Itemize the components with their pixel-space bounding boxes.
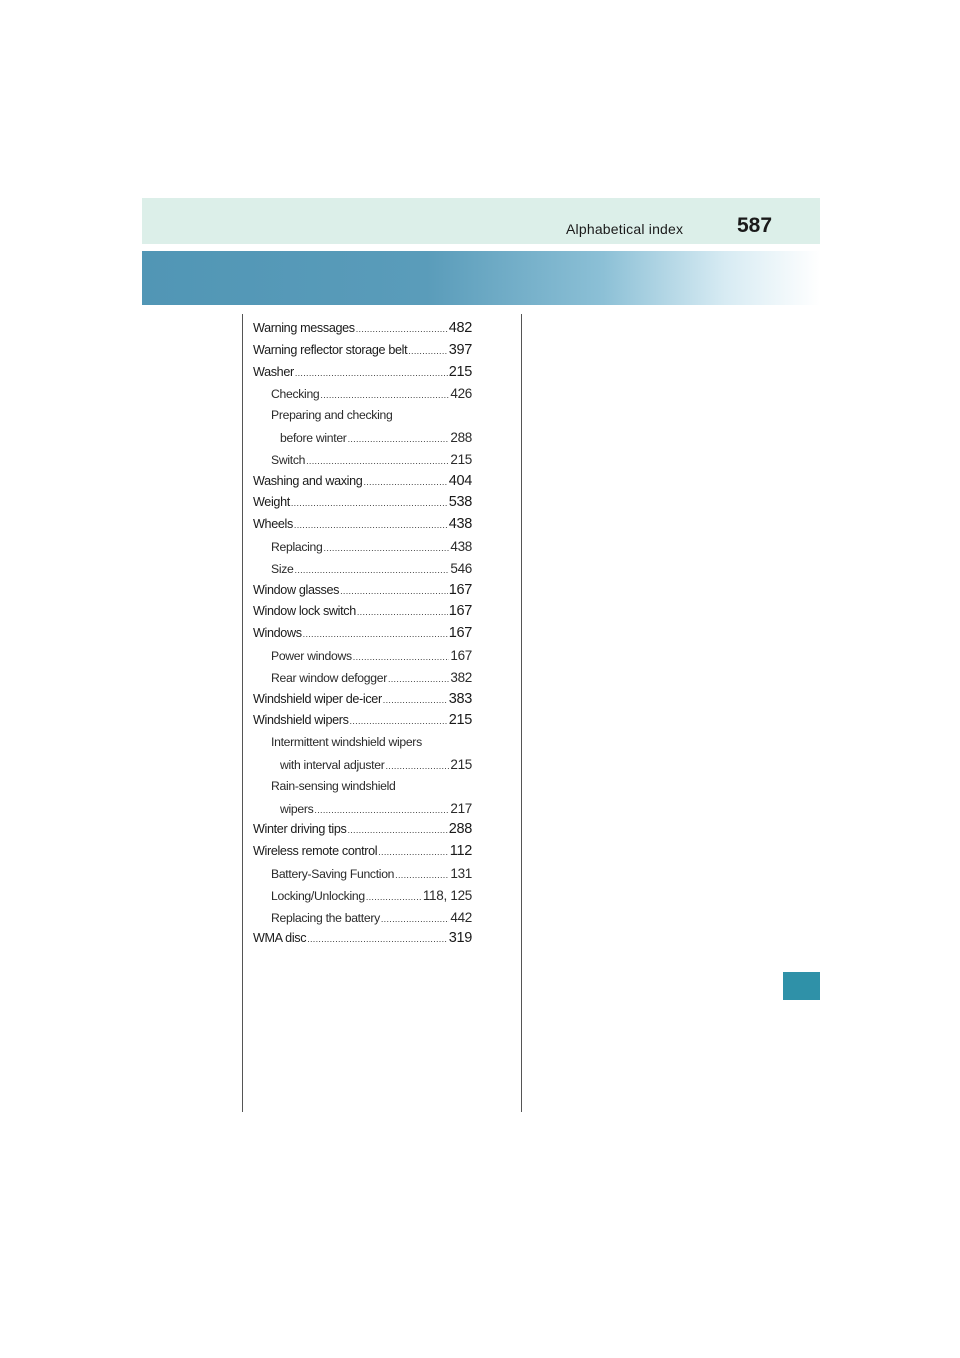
dot-leader: [353, 647, 450, 669]
index-entry[interactable]: [253, 928, 472, 950]
index-entry[interactable]: [253, 710, 472, 732]
index-subentry[interactable]: [253, 383, 472, 405]
entry-label: Locking/Unlocking: [271, 888, 365, 903]
chapter-banner: [142, 251, 820, 305]
entry-label: Washing and waxing: [253, 473, 363, 488]
entry-label: Rear window defogger: [271, 670, 387, 685]
left-column-rule: [242, 314, 243, 1112]
index-subentry[interactable]: [253, 536, 472, 558]
page-reference[interactable]: 397: [448, 341, 472, 358]
index-list: [253, 318, 472, 950]
dot-leader: [348, 429, 450, 451]
page-reference[interactable]: 288: [448, 821, 472, 838]
dot-leader: [294, 515, 448, 537]
page-reference[interactable]: 118, 125: [422, 887, 472, 903]
entry-label: Rain-sensing windshield: [271, 778, 396, 793]
entry-label: Preparing and checking: [271, 408, 393, 423]
dot-leader: [307, 929, 448, 951]
index-subentry[interactable]: [253, 449, 472, 471]
chapter-side-tab: [783, 972, 820, 1000]
entry-label: before winter: [280, 430, 347, 445]
right-column-rule: [521, 314, 522, 1112]
entry-label: Checking: [271, 387, 320, 402]
page-reference[interactable]: 217: [450, 800, 472, 816]
dot-leader: [366, 887, 422, 909]
dot-leader: [350, 711, 448, 733]
page-reference[interactable]: 438: [450, 538, 472, 554]
dot-leader: [381, 909, 450, 931]
index-entry[interactable]: [253, 318, 472, 340]
page-reference[interactable]: 215: [450, 756, 472, 772]
dot-leader: [386, 756, 450, 778]
entry-label: with interval adjuster: [280, 757, 385, 772]
entry-label: wipers: [280, 801, 314, 816]
index-subentry[interactable]: [253, 732, 472, 754]
page-reference[interactable]: 215: [448, 363, 472, 380]
index-subentry[interactable]: [253, 558, 472, 580]
page-reference[interactable]: 546: [450, 560, 472, 576]
entry-label: Washer: [253, 364, 294, 379]
page-reference[interactable]: 383: [448, 690, 472, 707]
page-reference[interactable]: 167: [448, 603, 472, 620]
dot-leader: [408, 341, 447, 363]
index-entry[interactable]: [253, 580, 472, 602]
index-subentry[interactable]: [253, 754, 472, 776]
dot-leader: [363, 472, 447, 494]
entry-label: Window lock switch: [253, 604, 356, 619]
index-subentry[interactable]: [253, 645, 472, 667]
entry-label: Windshield wipers: [253, 713, 349, 728]
index-subentry[interactable]: [253, 427, 472, 449]
page-reference[interactable]: 319: [448, 930, 472, 947]
page-reference[interactable]: 404: [448, 472, 472, 489]
page-reference[interactable]: 167: [450, 647, 472, 663]
page-reference[interactable]: 131: [450, 865, 472, 881]
index-subentry[interactable]: [253, 863, 472, 885]
dot-leader: [388, 669, 449, 691]
dot-leader: [340, 581, 448, 603]
entry-label: Warning reflector storage belt: [253, 342, 408, 357]
dot-leader: [357, 602, 448, 624]
dot-leader: [378, 842, 449, 864]
entry-label: Replacing: [271, 539, 323, 554]
entry-label: Windows: [253, 626, 302, 641]
dot-leader: [324, 538, 450, 560]
index-entry[interactable]: [253, 841, 472, 863]
index-subentry[interactable]: [253, 907, 472, 929]
index-entry[interactable]: [253, 819, 472, 841]
page-reference[interactable]: 215: [450, 451, 472, 467]
entry-label: Wireless remote control: [253, 844, 378, 859]
entry-label: Winter driving tips: [253, 822, 347, 837]
page-number: 587: [737, 214, 773, 237]
entry-label: Size: [271, 561, 294, 576]
page-reference[interactable]: 482: [448, 320, 472, 336]
index-entry[interactable]: [253, 362, 472, 384]
dot-leader: [303, 624, 448, 646]
page-reference[interactable]: 442: [450, 909, 472, 925]
index-subentry[interactable]: [253, 405, 472, 427]
entry-label: Wheels: [253, 517, 293, 532]
index-subentry[interactable]: [253, 776, 472, 798]
section-title: Alphabetical index: [566, 221, 684, 237]
entry-label: Weight: [253, 495, 290, 510]
page-reference[interactable]: 288: [450, 429, 472, 445]
page-reference[interactable]: 167: [448, 581, 472, 598]
entry-label: Battery-Saving Function: [271, 866, 395, 881]
entry-label: Warning messages: [253, 321, 355, 335]
dot-leader: [295, 363, 448, 385]
index-entry[interactable]: [253, 514, 472, 536]
entry-label: Switch: [271, 452, 306, 467]
page-reference[interactable]: 382: [450, 669, 472, 685]
dot-leader: [356, 319, 448, 341]
index-subentry[interactable]: [253, 798, 472, 820]
dot-leader: [383, 690, 448, 712]
index-entry[interactable]: [253, 601, 472, 623]
index-subentry[interactable]: [253, 885, 472, 907]
dot-leader: [306, 451, 449, 473]
dot-leader: [347, 820, 447, 842]
page-reference[interactable]: 538: [448, 494, 472, 511]
dot-leader: [395, 865, 449, 887]
index-subentry[interactable]: [253, 667, 472, 689]
dot-leader: [320, 385, 449, 407]
entry-label: Intermittent windshield wipers: [271, 735, 422, 750]
index-entry[interactable]: [253, 471, 472, 493]
page-reference[interactable]: 438: [448, 516, 472, 533]
dot-leader: [291, 493, 448, 515]
page-reference[interactable]: 112: [449, 843, 472, 860]
page-reference[interactable]: 215: [448, 712, 472, 729]
index-entry[interactable]: [253, 623, 472, 645]
entry-label: Windshield wiper de-icer: [253, 691, 382, 706]
dot-leader: [314, 800, 449, 822]
entry-label: Power windows: [271, 648, 352, 663]
index-entry[interactable]: [253, 340, 472, 362]
page-reference[interactable]: 167: [448, 625, 472, 642]
index-entry[interactable]: [253, 492, 472, 514]
page-reference[interactable]: 426: [450, 386, 472, 402]
dot-leader: [295, 560, 450, 582]
header-band: [142, 198, 820, 244]
entry-label: Replacing the battery: [271, 910, 380, 925]
entry-label: Window glasses: [253, 582, 340, 597]
index-entry[interactable]: [253, 689, 472, 711]
entry-label: WMA disc: [253, 931, 307, 946]
